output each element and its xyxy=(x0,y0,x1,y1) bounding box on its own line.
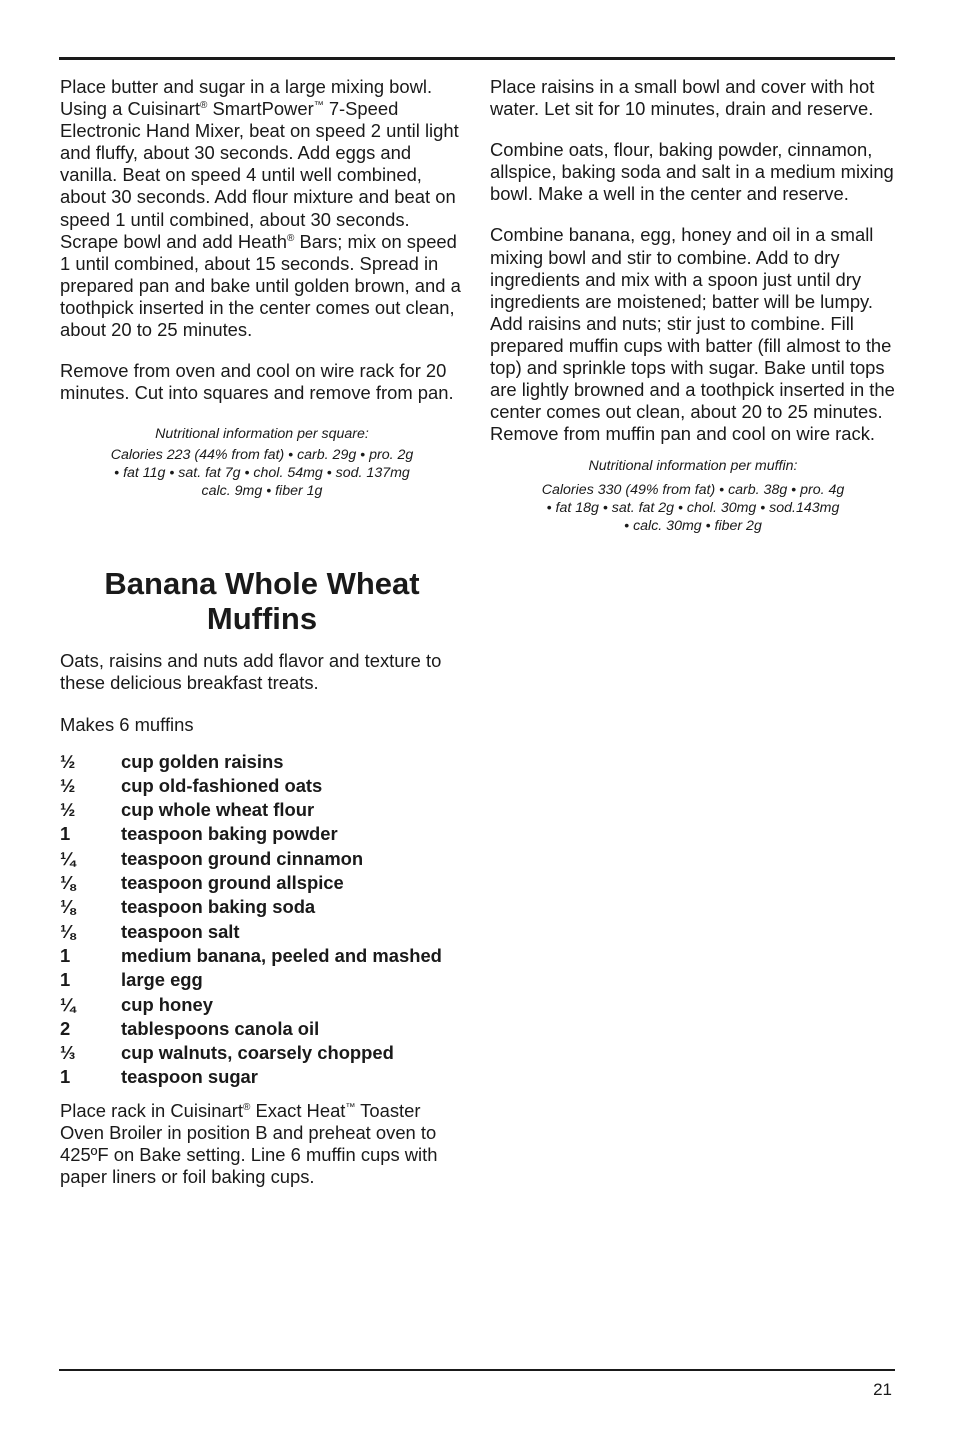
ingredient-item xyxy=(60,774,464,798)
ingredient-quantity: ½ xyxy=(60,774,76,796)
recipe-title-line: Muffins xyxy=(206,601,318,637)
ingredient-name: teaspoon ground cinnamon xyxy=(121,847,364,869)
bottom-rule xyxy=(59,1369,895,1371)
recipe-yield: Makes 6 muffins xyxy=(60,713,194,735)
ingredient-item xyxy=(60,1017,464,1041)
ingredient-name: cup golden raisins xyxy=(121,750,284,772)
nutrition-line: • fat 18g • sat. fat 2g • chol. 30mg • sod.143mg xyxy=(546,500,840,517)
nutrition-info-muffin xyxy=(490,457,896,535)
top-rule xyxy=(59,57,895,60)
ingredient-quantity: ½ xyxy=(60,750,76,772)
ingredient-item xyxy=(60,847,464,871)
instruction-paragraph: Place raisins in a small bowl and cover with hot water. Let sit for 10 minutes, drain and reserve. xyxy=(490,76,875,120)
ingredient-name: teaspoon salt xyxy=(121,920,240,942)
ingredient-name: teaspoon baking soda xyxy=(121,896,316,918)
recipe-description: Oats, raisins and nuts add flavor and texture to these delicious breakfast treats. xyxy=(60,650,442,694)
ingredient-item xyxy=(60,920,464,944)
ingredient-quantity: ⅛ xyxy=(60,872,76,894)
ingredient-name: cup walnuts, coarsely chopped xyxy=(121,1042,394,1064)
ingredient-name: large egg xyxy=(121,969,203,991)
ingredient-list xyxy=(60,750,464,1090)
ingredient-quantity: 1 xyxy=(60,823,71,845)
ingredient-name: cup whole wheat flour xyxy=(121,799,315,821)
ingredient-quantity: ½ xyxy=(60,799,76,821)
instruction-paragraph: Place butter and sugar in a large mixing bowl. Using a Cuisinart® SmartPower™ 7-Speed Electronic Hand Mixer, beat on speed 2 until light and fluffy, about 30 seconds. Add eggs and vanilla. Beat on speed 4 until well combined, about 30 seconds. Add flour mixture and beat on speed 1 until combined, about 30 seconds. Scrape bowl and add Heath® Bars; mix on speed 1 until combined, about 15 seconds. Spread in prepared pan and bake until golden brown, and a toothpick inserted in the center comes out clean, about 20 to 25 minutes. xyxy=(60,76,461,341)
ingredient-item xyxy=(60,895,464,919)
right-column xyxy=(490,76,896,535)
ingredient-name: teaspoon sugar xyxy=(121,1066,258,1088)
nutrition-line: calc. 9mg • fiber 1g xyxy=(201,483,323,500)
ingredient-quantity: 1 xyxy=(60,969,71,991)
ingredient-quantity: ¼ xyxy=(60,993,76,1015)
nutrition-title: Nutritional information per muffin: xyxy=(588,458,798,475)
ingredient-item xyxy=(60,968,464,992)
instruction-paragraph: Combine oats, flour, baking powder, cinnamon, allspice, baking soda and salt in a medium mixing bowl. Make a well in the center and reserve. xyxy=(490,139,894,205)
ingredient-item xyxy=(60,1041,464,1065)
ingredient-item xyxy=(60,798,464,822)
page-number: 21 xyxy=(873,1380,892,1399)
left-column xyxy=(60,76,464,1207)
ingredient-item xyxy=(60,750,464,774)
ingredient-quantity: 1 xyxy=(60,944,71,966)
ingredient-quantity: 1 xyxy=(60,1066,71,1088)
ingredient-quantity: ⅓ xyxy=(60,1042,76,1064)
instruction-paragraph: Place rack in Cuisinart® Exact Heat™ Toaster Oven Broiler in position B and preheat oven to 425ºF on Bake setting. Line 6 muffin cups with paper liners or foil baking cups. xyxy=(60,1099,438,1188)
ingredient-name: medium banana, peeled and mashed xyxy=(121,944,442,966)
ingredient-item xyxy=(60,993,464,1017)
ingredient-quantity: ¼ xyxy=(60,847,76,869)
ingredient-item xyxy=(60,871,464,895)
ingredient-quantity: ⅛ xyxy=(60,920,76,942)
nutrition-line: • calc. 30mg • fiber 2g xyxy=(624,518,762,535)
nutrition-line: Calories 330 (49% from fat) • carb. 38g • pro. 4g xyxy=(541,482,845,499)
recipe-title xyxy=(60,566,464,636)
ingredient-item xyxy=(60,944,464,968)
ingredient-name: tablespoons canola oil xyxy=(121,1017,320,1039)
ingredient-name: cup old-fashioned oats xyxy=(121,774,323,796)
nutrition-title: Nutritional information per square: xyxy=(155,426,369,443)
recipe-title-line: Banana Whole Wheat xyxy=(104,566,420,602)
instruction-paragraph: Combine banana, egg, honey and oil in a small mixing bowl and stir to combine. Add to dry ingredients and mix with a spoon just until dry ingredients are moistened; batter will be lumpy. Add raisins and nuts; stir just to combine. Fill prepared muffin cups with batter (fill almost to the top) and sprinkle tops with sugar. Bake until tops are lightly browned and a toothpick inserted in the center comes out clean, about 20 to 25 minutes. Remove from muffin pan and cool on wire rack. xyxy=(490,224,895,445)
ingredient-item xyxy=(60,1065,464,1089)
nutrition-line: • fat 11g • sat. fat 7g • chol. 54mg • sod. 137mg xyxy=(114,465,410,482)
ingredient-quantity: 2 xyxy=(60,1017,71,1039)
nutrition-line: Calories 223 (44% from fat) • carb. 29g • pro. 2g xyxy=(110,447,414,464)
ingredient-name: cup honey xyxy=(121,993,213,1015)
ingredient-item xyxy=(60,822,464,846)
ingredient-name: teaspoon ground allspice xyxy=(121,872,344,894)
nutrition-info-square xyxy=(60,425,464,500)
instruction-paragraph: Remove from oven and cool on wire rack for 20 minutes. Cut into squares and remove from pan. xyxy=(60,360,454,404)
ingredient-name: teaspoon baking powder xyxy=(121,823,338,845)
ingredient-quantity: ⅛ xyxy=(60,896,76,918)
